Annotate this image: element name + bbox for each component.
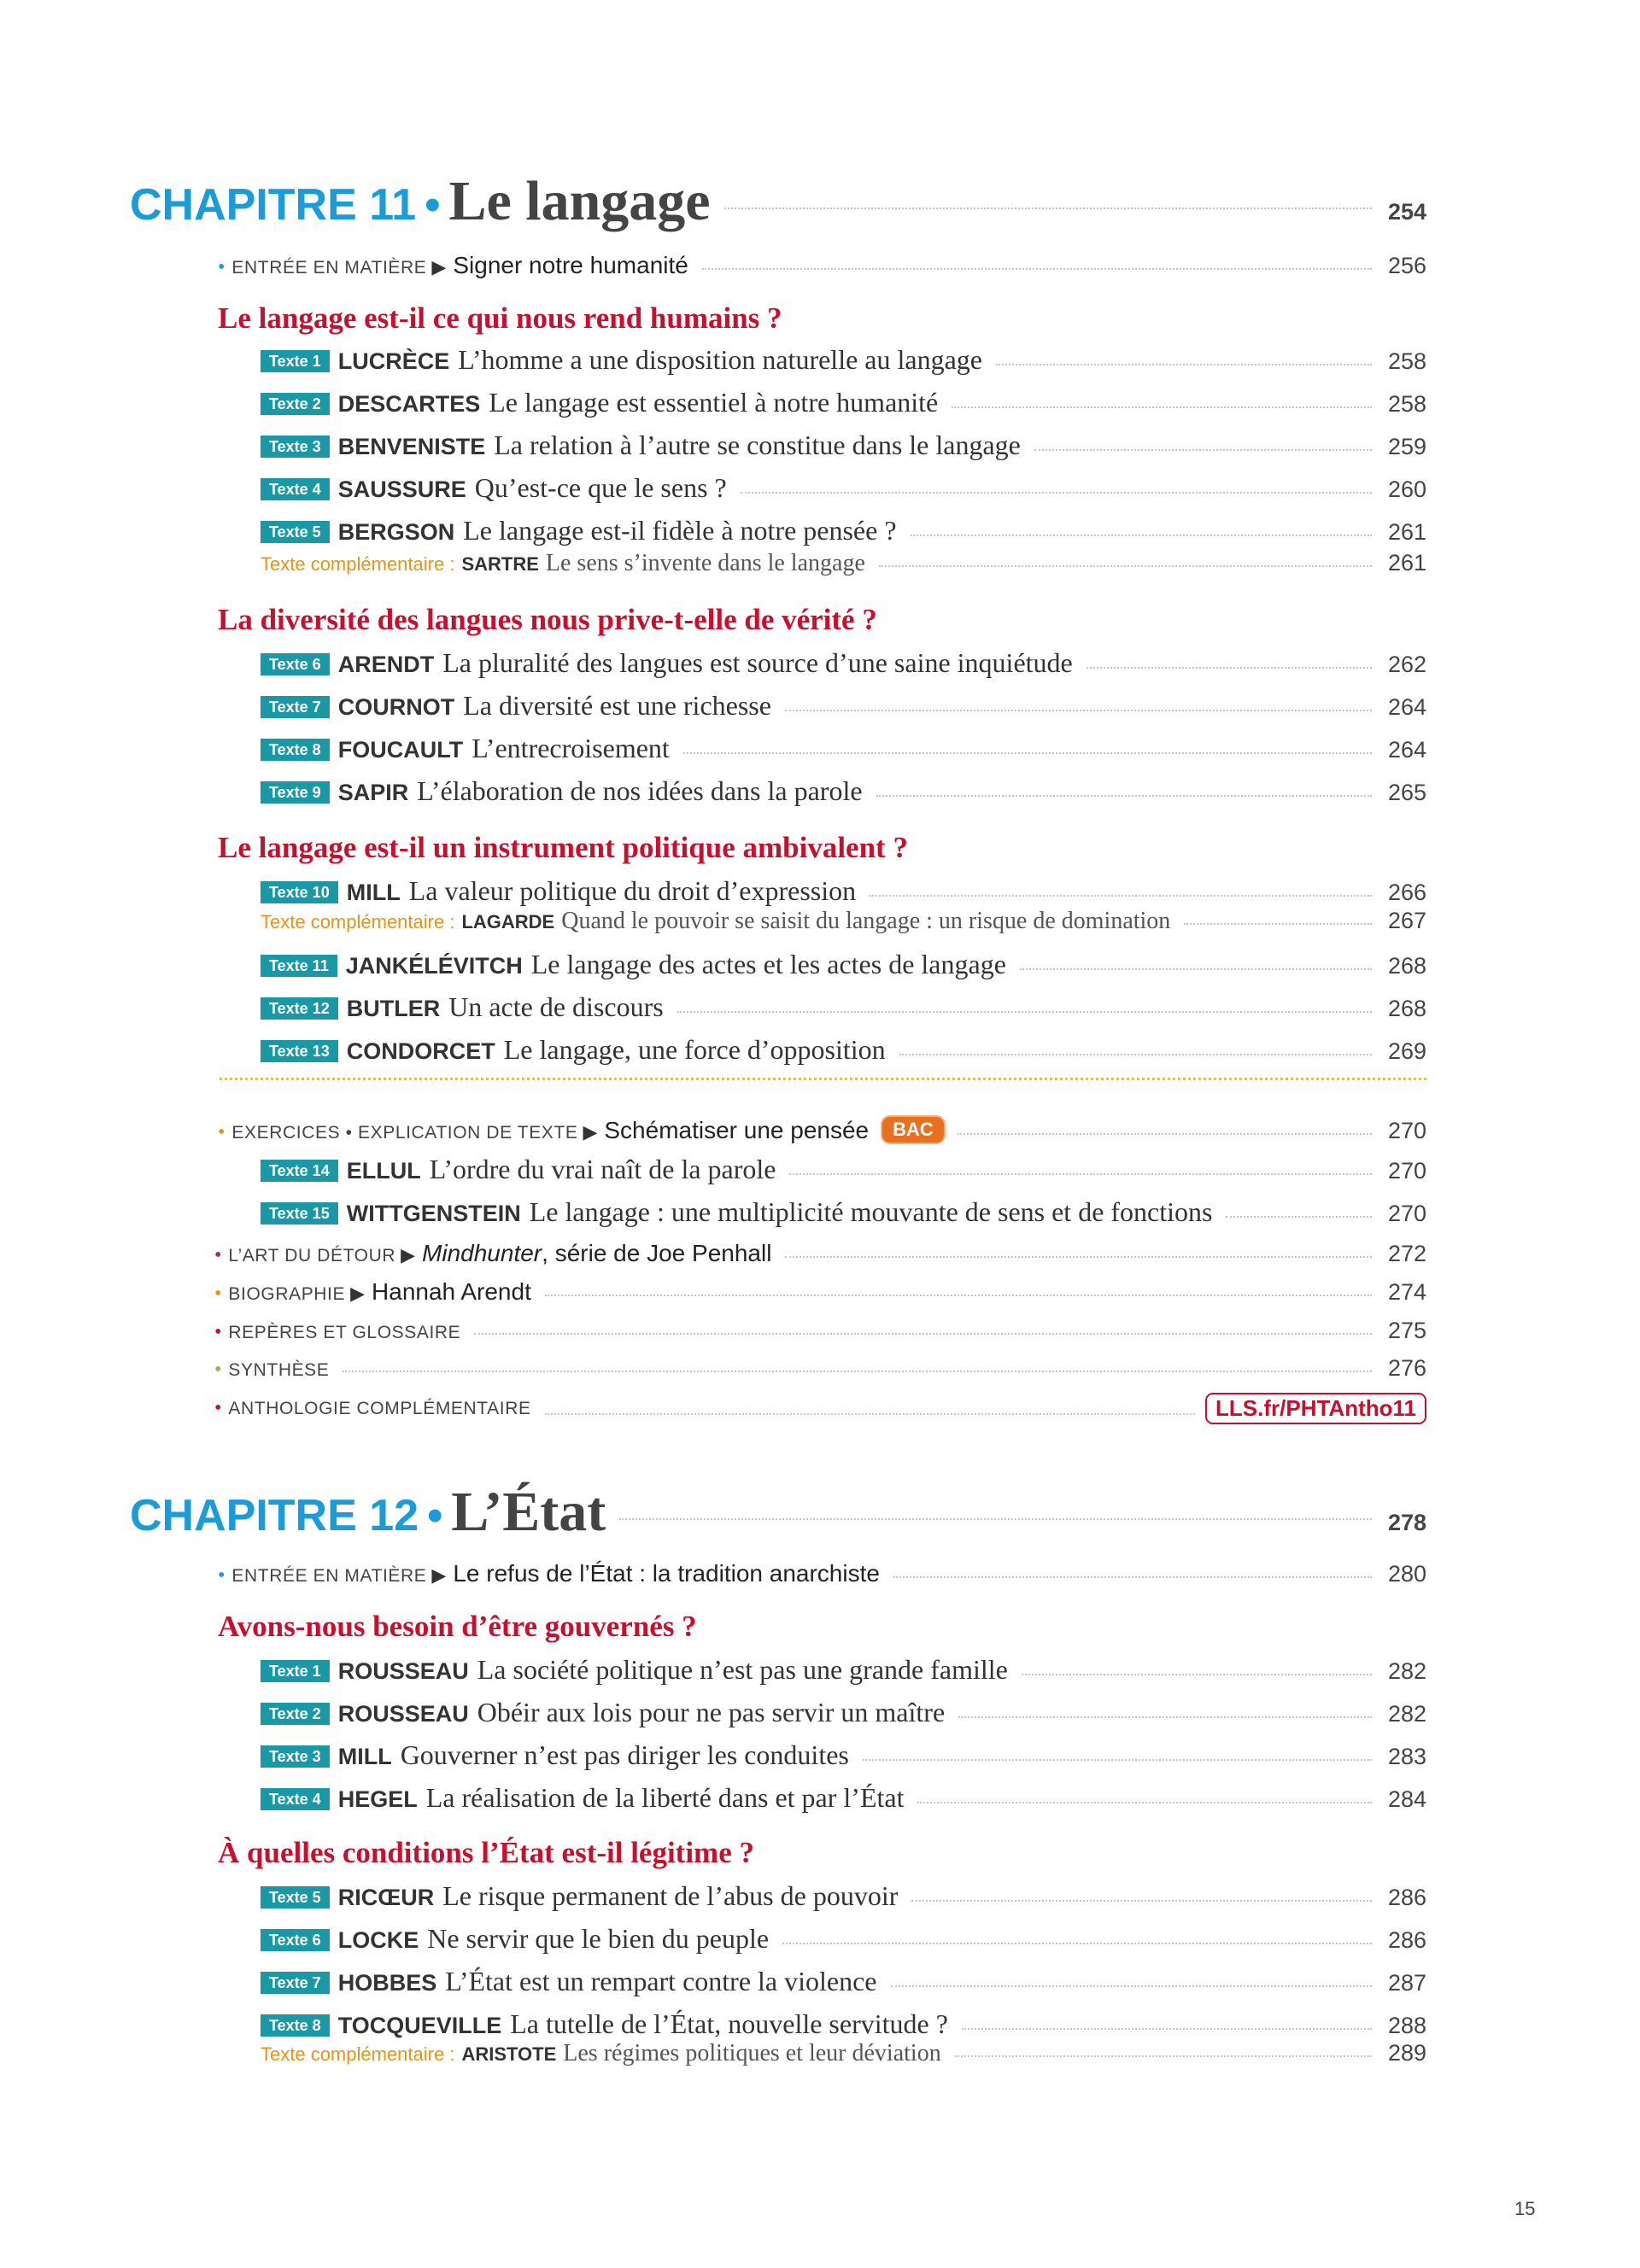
detour-label: L’ART DU DÉTOUR [228,1246,396,1266]
author-name: COURNOT [337,694,455,720]
glossary-label: REPÈRES ET GLOSSAIRE [228,1323,461,1342]
texte-badge: Texte 14 [261,1160,338,1182]
author-name: BERGSON [337,519,455,545]
bullet-dot: • [218,1121,226,1143]
toc-entry[interactable] [261,1880,1426,1912]
author-name: DESCARTES [337,391,481,417]
entry-page: 270 [1387,1158,1426,1184]
question-text: La diversité des langues nous prive-t-elle de vérité ? [218,603,877,636]
anthology-entry [214,1393,1426,1424]
intro-page: 256 [1387,253,1426,278]
chapter-title: L’État [451,1481,606,1543]
intro-entry[interactable] [218,1560,1426,1587]
entry-title: Obéir aux lois pour ne pas servir un maître [477,1697,946,1727]
entry-title: Ne servir que le bien du peuple [427,1923,770,1954]
intro-entry[interactable] [218,252,1426,279]
author-name: RICŒUR [337,1885,435,1910]
detour-text: , série de Joe Penhall [542,1240,772,1266]
entry-title: L’élaboration de nos idées dans la parole [417,775,863,806]
chapter-page: 278 [1387,1510,1426,1535]
complementary-label: Texte complémentaire : [261,911,455,932]
toc-entry[interactable] [261,387,1426,418]
entry-title: La diversité est une richesse [463,690,771,721]
biography-entry[interactable] [214,1278,1426,1306]
texte-badge: Texte 2 [261,1703,330,1725]
anthology-link-button[interactable]: LLS.fr/PHTAntho11 [1205,1393,1426,1424]
dot-leader [996,364,1372,365]
biography-page: 274 [1387,1279,1426,1305]
author-name: MILL [337,1744,392,1769]
toc-entry[interactable] [261,1739,1426,1771]
arrow-right-icon: ▶ [431,257,447,278]
detour-page: 272 [1387,1241,1426,1266]
texte-badge: Texte 15 [261,1202,338,1225]
entry-page: 282 [1387,1658,1426,1684]
toc-entry[interactable] [261,515,1426,547]
detour-title: Mindhunter [422,1240,542,1266]
entry-title: Le langage, une force d’opposition [503,1034,886,1065]
author-name: BUTLER [346,996,441,1021]
dot-leader [958,1133,1372,1135]
dot-leader [683,752,1372,754]
dot-leader [952,406,1372,408]
dot-leader [962,2028,1372,2030]
toc-entry[interactable] [261,472,1426,504]
entry-title: Gouverner n’est pas diriger les conduites [400,1739,849,1770]
dot-leader [955,2055,1372,2057]
author-name: MILL [346,880,401,905]
section-question [218,831,1426,865]
entry-title: Le risque permanent de l’abus de pouvoir [442,1880,899,1911]
author-name: SAPIR [337,780,409,805]
author-name: FOUCAULT [337,737,464,763]
texte-badge: Texte 3 [261,1745,330,1768]
toc-entry[interactable] [261,344,1426,376]
entry-page: 266 [1387,880,1426,905]
toc-entry[interactable] [261,1654,1426,1686]
intro-label: ENTRÉE EN MATIÈRE [231,258,427,278]
author-name: ROUSSEAU [337,1658,469,1684]
dot-leader [1086,667,1372,669]
chapter-title: Le langage [448,170,711,232]
exercises-label: EXERCICES • EXPLICATION DE TEXTE [231,1123,578,1143]
texte-badge: Texte 8 [261,739,330,761]
toc-entry[interactable] [261,647,1426,679]
toc-entry[interactable] [261,991,1426,1023]
entry-title: L’homme a une disposition naturelle au langage [458,344,982,375]
texte-badge: Texte 4 [261,478,330,500]
biography-text: Hannah Arendt [372,1278,531,1305]
synthesis-entry[interactable] [214,1355,1426,1382]
toc-entry[interactable] [261,1034,1426,1066]
entry-title: La pluralité des langues est source d’une saine inquiétude [442,647,1073,678]
chapter-bullet: • [427,1491,443,1540]
entry-page: 267 [1387,908,1426,933]
entry-title: Quand le pouvoir se saisit du langage : un risque de domination [561,908,1171,934]
dot-leader [899,1054,1372,1055]
dot-leader [879,565,1372,567]
entry-page: 260 [1387,476,1426,502]
dot-leader [1020,968,1372,970]
chapter-header [130,1480,1426,1545]
texte-badge: Texte 1 [261,1660,330,1682]
dot-leader [789,1173,1372,1175]
dot-leader [785,710,1372,711]
dot-leader [876,795,1372,797]
texte-badge: Texte 13 [261,1040,338,1062]
entry-page: 268 [1387,996,1426,1021]
intro-text: Signer notre humanité [453,252,688,278]
entry-title: Les régimes politiques et leur déviation [563,2040,941,2066]
dot-leader [1022,1674,1372,1675]
entry-title: Le langage est-il fidèle à notre pensée ? [463,515,897,546]
toc-entry[interactable] [261,1697,1426,1728]
entry-page: 289 [1387,2040,1426,2066]
biography-label: BIOGRAPHIE [228,1284,346,1304]
entry-title: La tutelle de l’État, nouvelle servitude ? [510,2008,948,2039]
dot-leader [863,1759,1372,1761]
texte-badge: Texte 7 [261,696,330,718]
entry-title: Le langage des actes et les actes de langage [530,949,1006,979]
arrow-right-icon: ▶ [583,1122,598,1143]
question-text: Le langage est-il ce qui nous rend humains ? [218,301,782,335]
entry-page: 269 [1387,1038,1426,1064]
section-question [218,1610,1426,1644]
texte-badge: Texte 6 [261,653,330,675]
dot-leader [741,492,1372,494]
dot-leader [1034,449,1372,451]
texte-badge: Texte 1 [261,350,330,372]
question-text: Le langage est-il un instrument politique ambivalent ? [218,831,908,864]
entry-title: Le langage est essentiel à notre humanité [489,387,939,418]
texte-badge: Texte 11 [261,955,337,977]
entry-page: 261 [1387,550,1426,576]
chapter-page: 254 [1387,199,1426,225]
author-name: HOBBES [337,1970,437,1996]
exercises-text: Schématiser une pensée [604,1117,870,1143]
texte-badge: Texte 5 [261,521,330,543]
texte-badge: Texte 6 [261,1929,330,1951]
arrow-right-icon: ▶ [350,1283,366,1305]
page-number: 15 [1514,2198,1536,2219]
synthesis-page: 276 [1387,1355,1426,1381]
section-question [218,301,1426,336]
dot-leader [619,1518,1372,1520]
author-name: BENVENISTE [337,434,486,459]
chapter-number: CHAPITRE 12 [130,1491,419,1540]
dot-leader [785,1256,1372,1258]
chapter-number: CHAPITRE 11 [130,180,417,230]
dot-leader [343,1371,1372,1372]
entry-title: La relation à l’autre se constitue dans le langage [494,430,1021,460]
author-name: WITTGENSTEIN [346,1201,521,1226]
toc-entry[interactable] [261,1923,1426,1955]
complementary-entry[interactable] [261,550,1426,577]
entry-page: 283 [1387,1744,1426,1769]
entry-title: La valeur politique du droit d’expression [408,875,857,906]
dot-leader [958,1716,1372,1718]
texte-badge: Texte 10 [261,881,338,903]
entry-title: La société politique n’est pas une grande famille [477,1654,1008,1685]
entry-title: L’ordre du vrai naît de la parole [429,1154,776,1184]
entry-page: 282 [1387,1701,1426,1727]
bullet-dot: • [214,1321,222,1343]
entry-page: 258 [1387,391,1426,417]
dot-leader [782,1943,1372,1944]
texte-badge: Texte 12 [261,997,338,1020]
author-name: SARTRE [461,553,539,575]
bullet-dot: • [218,256,226,278]
author-name: CONDORCET [346,1038,495,1064]
entry-page: 264 [1387,737,1426,763]
entry-page: 288 [1387,2013,1426,2038]
dot-leader [1184,923,1372,925]
entry-title: Qu’est-ce que le sens ? [474,472,727,503]
toc-entry[interactable] [261,1196,1426,1228]
complementary-entry[interactable] [261,2040,1426,2067]
arrow-right-icon: ▶ [401,1245,416,1266]
question-text: Avons-nous besoin d’être gouvernés ? [218,1610,697,1643]
glossary-entry[interactable] [214,1318,1426,1344]
chapter-header [130,169,1426,234]
entry-page: 265 [1387,780,1426,805]
toc-entry[interactable] [261,690,1426,722]
entry-title: Le langage : une multiplicité mouvante de sens et de fonctions [529,1196,1213,1227]
entry-page: 268 [1387,953,1426,979]
dot-leader [724,208,1372,209]
toc-entry[interactable] [261,1782,1426,1814]
dot-leader [870,895,1372,897]
dot-leader [474,1333,1372,1335]
dot-leader [917,1802,1372,1803]
author-name: HEGEL [337,1786,418,1812]
entry-title: Un acte de discours [448,991,664,1022]
texte-badge: Texte 9 [261,781,330,804]
author-name: ROUSSEAU [337,1701,469,1727]
bullet-dot: • [214,1359,222,1381]
author-name: LUCRÈCE [337,348,450,374]
author-name: LAGARDE [461,911,555,932]
complementary-label: Texte complémentaire : [261,2043,455,2065]
entry-page: 286 [1387,1885,1426,1910]
entry-page: 287 [1387,1970,1426,1996]
author-name: SAUSSURE [337,476,466,502]
texte-badge: Texte 5 [261,1886,330,1909]
entry-title: Le sens s’invente dans le langage [545,550,865,576]
bullet-dot: • [218,1564,226,1587]
texte-badge: Texte 4 [261,1788,330,1810]
bac-badge: BAC [882,1117,944,1143]
entry-page: 262 [1387,652,1426,677]
dot-leader [911,1900,1372,1902]
dot-leader [1226,1216,1372,1218]
toc-entry[interactable] [261,733,1426,764]
author-name: TOCQUEVILLE [337,2013,502,2038]
glossary-page: 275 [1387,1318,1426,1343]
toc-entry[interactable] [261,430,1426,461]
section-question [218,1836,1426,1870]
dot-leader [891,1985,1373,1987]
entry-title: La réalisation de la liberté dans et par l’État [425,1782,905,1813]
entry-page: 258 [1387,348,1426,374]
author-name: JANKÉLÉVITCH [345,953,523,979]
bullet-dot: • [214,1397,222,1419]
anthology-label: ANTHOLOGIE COMPLÉMENTAIRE [228,1398,531,1418]
exercises-entry[interactable] [218,1117,1426,1145]
toc-entry[interactable] [261,1966,1426,1997]
author-name: ARENDT [337,652,435,677]
detour-entry[interactable] [214,1240,1426,1267]
toc-entry[interactable] [261,949,1426,980]
chapter-bullet: • [425,180,441,230]
toc-entry[interactable] [261,775,1426,807]
dot-leader [911,535,1372,536]
toc-entry[interactable] [261,2008,1426,2040]
entry-title: L’État est un rempart contre la violence [445,1966,877,1996]
texte-badge: Texte 8 [261,2014,330,2037]
bullet-dot: • [214,1283,222,1305]
toc-entry[interactable] [261,875,1426,907]
arrow-right-icon: ▶ [431,1565,447,1587]
entry-page: 286 [1387,1927,1426,1953]
texte-badge: Texte 3 [261,435,330,458]
complementary-entry[interactable] [261,908,1426,935]
complementary-label: Texte complémentaire : [261,553,455,575]
intro-label: ENTRÉE EN MATIÈRE [231,1566,427,1586]
author-name: ELLUL [346,1158,421,1184]
dot-leader [545,1295,1372,1296]
intro-text: Le refus de l’État : la tradition anarchiste [453,1560,880,1587]
entry-page: 284 [1387,1786,1426,1812]
dot-leader [545,1413,1195,1415]
dot-leader [702,268,1372,270]
author-name: ARISTOTE [461,2043,557,2065]
author-name: LOCKE [337,1927,419,1953]
toc-entry[interactable] [261,1154,1426,1185]
entry-title: L’entrecroisement [472,733,670,763]
section-question [218,603,1426,637]
entry-page: 261 [1387,519,1426,545]
synthesis-label: SYNTHÈSE [228,1360,330,1380]
exercises-page: 270 [1387,1118,1426,1143]
entry-page: 264 [1387,694,1426,720]
dotted-separator [220,1078,1426,1080]
question-text: À quelles conditions l’État est-il légitime ? [218,1836,755,1869]
texte-badge: Texte 2 [261,393,330,415]
entry-page: 270 [1387,1201,1426,1226]
dot-leader [893,1576,1372,1578]
texte-badge: Texte 7 [261,1972,330,1994]
entry-page: 259 [1387,434,1426,459]
intro-page: 280 [1387,1561,1426,1587]
dot-leader [677,1011,1372,1013]
bullet-dot: • [214,1244,222,1266]
